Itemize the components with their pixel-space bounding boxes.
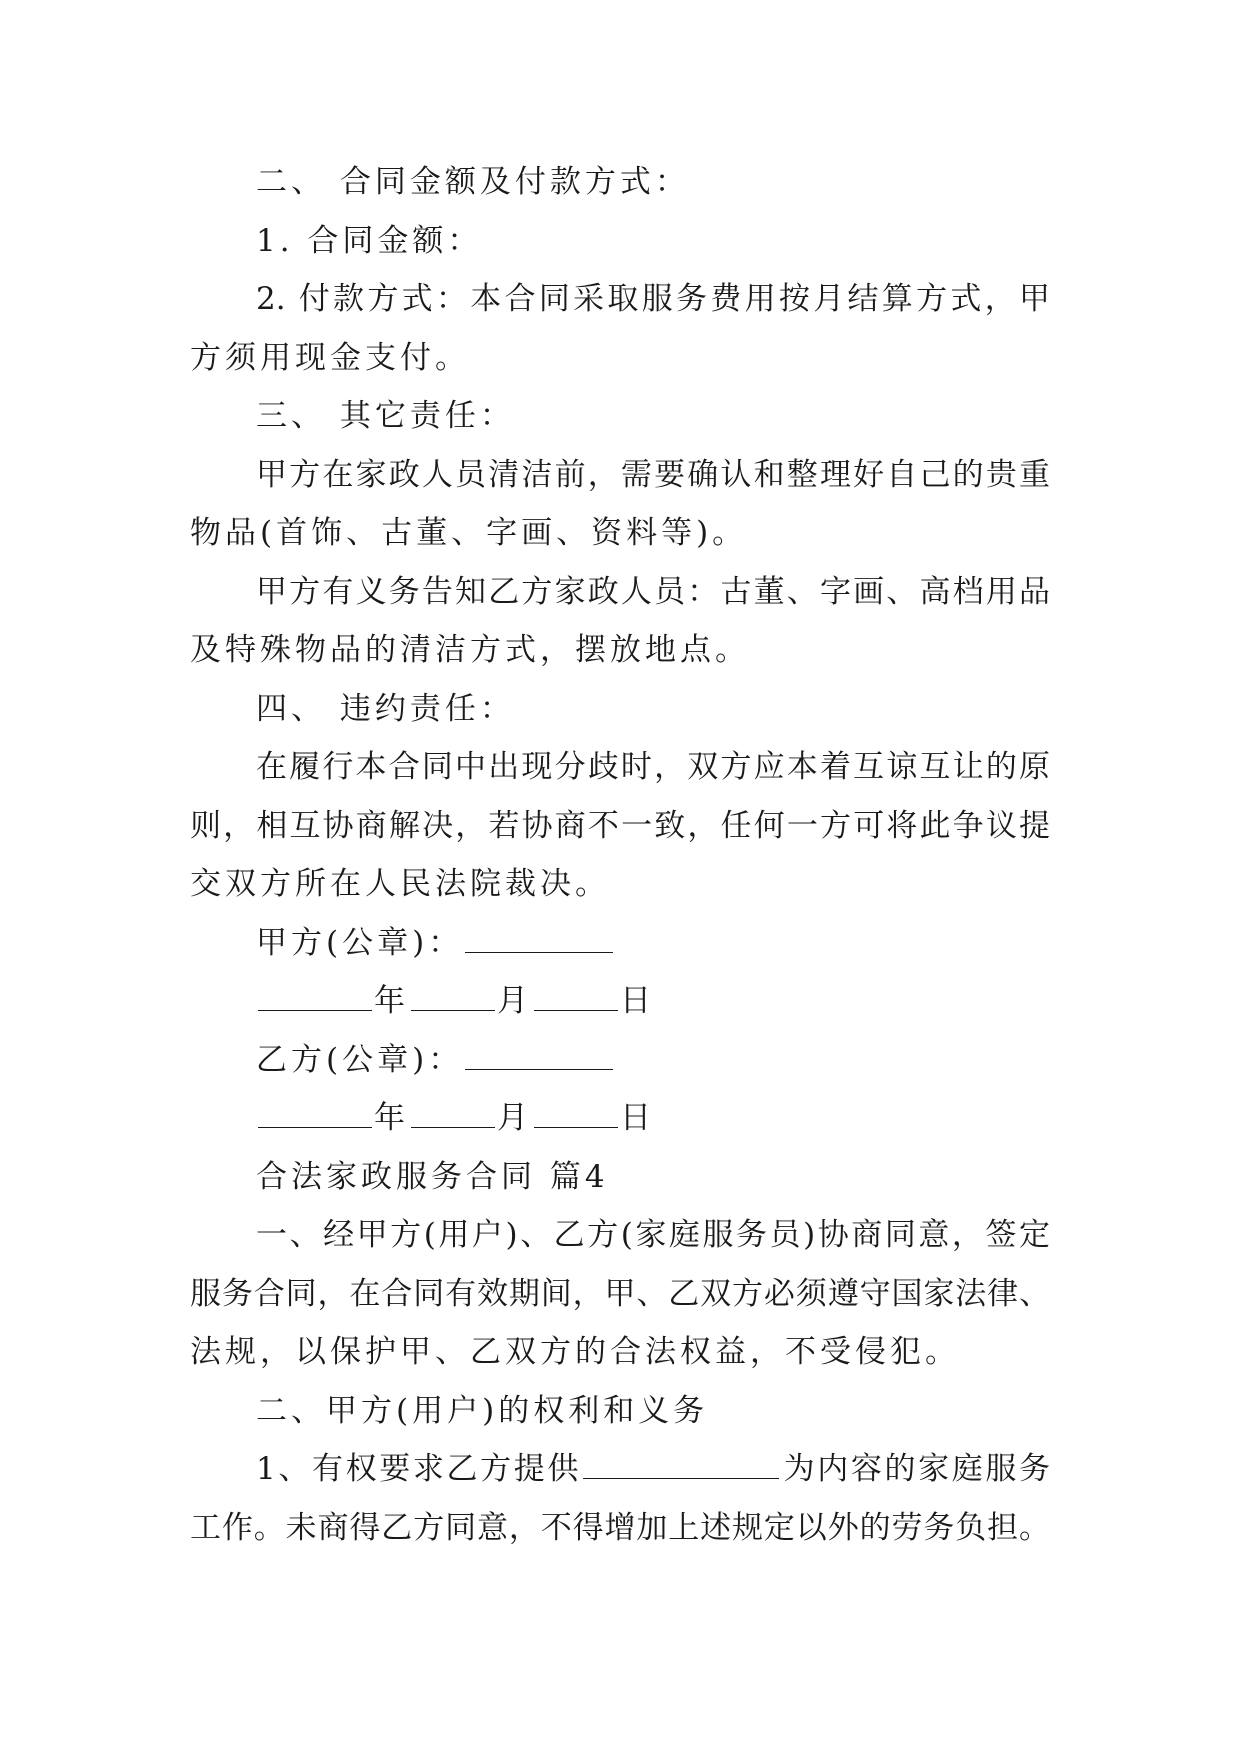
month-label: 月	[497, 983, 532, 1019]
clause-1-continued: 服务合同，在合同有效期间，甲、乙双方必须遵守国家法律、	[190, 1275, 1050, 1312]
day-blank	[534, 1103, 618, 1128]
party-a-label: 甲方(公章)：	[256, 924, 464, 961]
date-line-party-a	[190, 972, 1050, 1031]
section-title-contract-amount: 二、 合同金额及付款方式：	[256, 164, 690, 200]
section-title-other-responsibilities: 三、 其它责任：	[256, 398, 515, 434]
section-title-breach: 四、 违约责任：	[256, 690, 515, 727]
clause-2-item-1	[190, 1440, 1050, 1499]
month-label: 月	[497, 1100, 532, 1136]
party-a-seal-blank	[465, 928, 613, 953]
party-b-label: 乙方(公章)：	[256, 1041, 464, 1078]
date-line-party-b	[190, 1089, 1050, 1148]
signature-party-b	[190, 1031, 1050, 1090]
clause-1: 一、经甲方(用户)、乙方(家庭服务员)协商同意，签定	[256, 1217, 1050, 1253]
paragraph-valuables-continued: 物品(首饰、古董、字画、资料等)。	[190, 515, 748, 551]
clause-2-item-1-suffix: 为内容的家庭服务	[780, 1451, 1050, 1487]
party-b-seal-blank	[465, 1045, 613, 1070]
paragraph-dispute-end: 交双方所在人民法院裁决。	[190, 866, 610, 902]
clause-2-title: 二、甲方(用户)的权利和义务	[256, 1392, 709, 1429]
clause-2-item-1-continued: 工作。未商得乙方同意，不得增加上述规定以外的劳务负担。	[190, 1509, 1050, 1546]
article-heading: 合法家政服务合同 篇4	[256, 1158, 609, 1195]
clause-2-item-1-prefix: 1、有权要求乙方提供	[256, 1451, 581, 1487]
item-contract-amount: 1. 合同金额：	[256, 222, 483, 259]
day-label: 日	[620, 1100, 655, 1136]
paragraph-dispute-continued: 则，相互协商解决，若协商不一致，任何一方可将此争议提	[190, 807, 1050, 844]
paragraph-notify-cleaning-continued: 及特殊物品的清洁方式，摆放地点。	[190, 632, 750, 668]
paragraph-dispute: 在履行本合同中出现分歧时，双方应本着互谅互让的原	[256, 749, 1050, 785]
day-blank	[534, 986, 618, 1011]
year-blank	[258, 986, 372, 1011]
year-label: 年	[374, 1100, 409, 1136]
month-blank	[411, 986, 495, 1011]
year-label: 年	[374, 983, 409, 1019]
paragraph-valuables: 甲方在家政人员清洁前，需要确认和整理好自己的贵重	[256, 456, 1050, 493]
year-blank	[258, 1103, 372, 1128]
item-payment-method: 2. 付款方式：本合同采取服务费用按月结算方式，甲	[256, 281, 1050, 317]
item-payment-method-continued: 方须用现金支付。	[190, 339, 470, 376]
service-content-blank	[583, 1454, 779, 1479]
paragraph-notify-cleaning: 甲方有义务告知乙方家政人员：古董、字画、高档用品	[256, 573, 1050, 610]
signature-party-a	[190, 914, 1050, 973]
month-blank	[411, 1103, 495, 1128]
clause-1-end: 法规，以保护甲、乙双方的合法权益，不受侵犯。	[190, 1334, 960, 1370]
document-body	[190, 153, 1050, 1557]
day-label: 日	[620, 983, 655, 1019]
